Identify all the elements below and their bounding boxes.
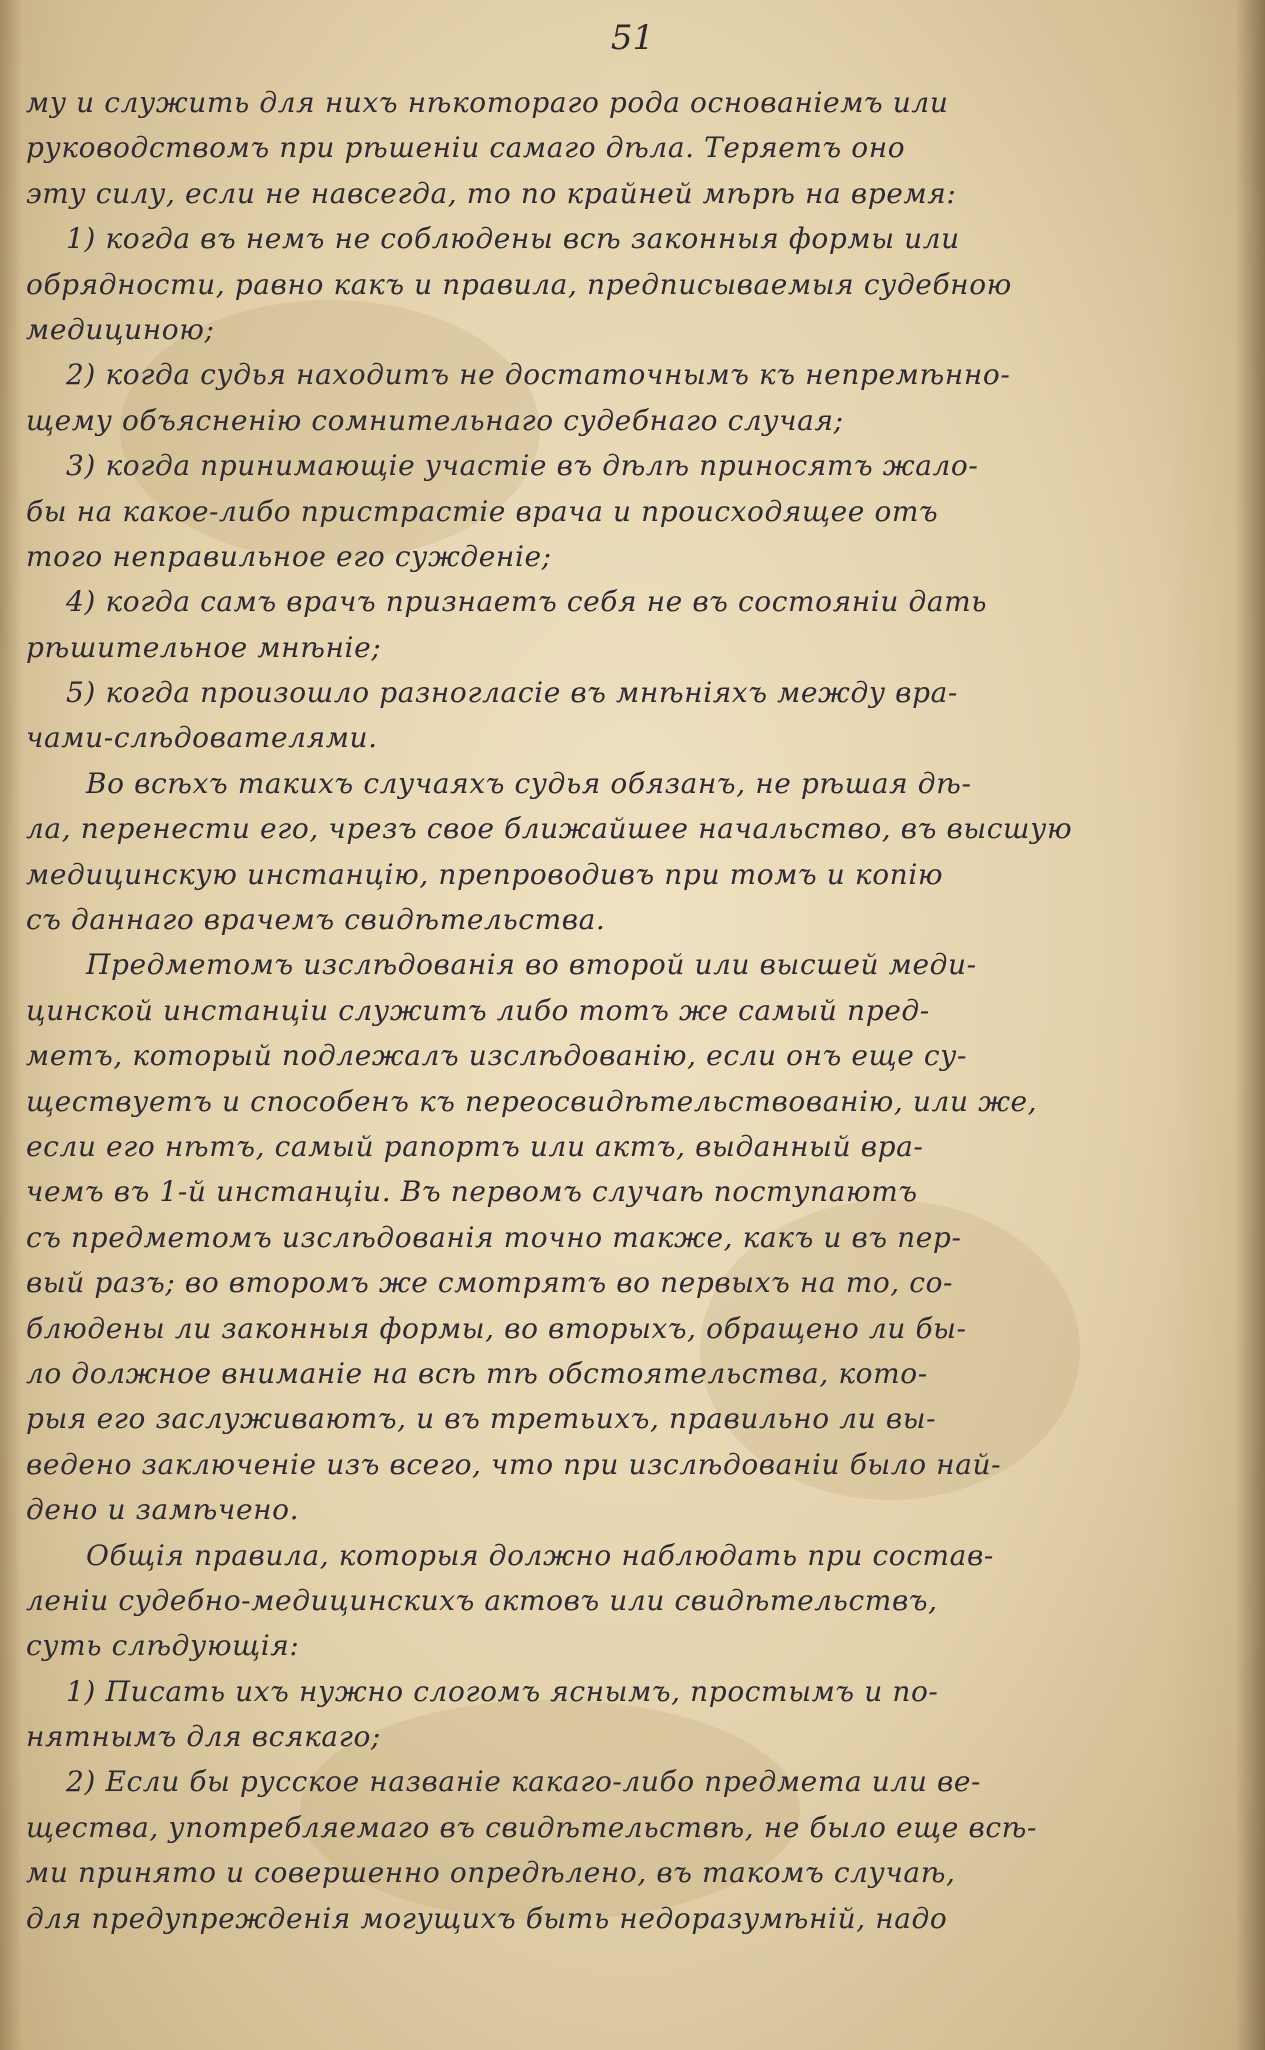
manuscript-line: Во всѣхъ такихъ случаяхъ судья обязанъ, не рѣшая дѣ- (86, 766, 972, 800)
manuscript-line: ми принято и совершенно опредѣлено, въ такомъ случаѣ, (26, 1856, 956, 1890)
manuscript-line: медицинскую инстанцію, препроводивъ при томъ и копію (26, 857, 944, 891)
manuscript-line: рыя его заслуживаютъ, и въ третьихъ, правильно ли вы- (26, 1402, 937, 1436)
manuscript-line: цинской инстанціи служитъ либо тотъ же самый пред- (26, 993, 930, 1027)
manuscript-line: руководствомъ при рѣшеніи самаго дѣла. Теряетъ оно (26, 131, 906, 165)
manuscript-line: леніи судебно-медицинскихъ актовъ или свидѣтельствъ, (26, 1583, 938, 1617)
manuscript-line: чами-слѣдователями. (26, 721, 378, 755)
manuscript-line: вый разъ; во второмъ же смотрятъ во первыхъ на то, со- (26, 1266, 954, 1300)
manuscript-line: эту силу, если не навсегда, то по крайней мѣрѣ на время: (26, 176, 957, 210)
manuscript-line: щества, употребляемаго въ свидѣтельствѣ, не было еще всѣ- (26, 1810, 1038, 1844)
manuscript-line: ведено заключеніе изъ всего, что при изслѣдованіи было най- (26, 1447, 1002, 1481)
manuscript-line: щему объясненію сомнительнаго судебнаго случая; (26, 403, 844, 437)
manuscript-line: 2) Если бы русское названіе какаго-либо предмета или ве- (66, 1765, 982, 1799)
manuscript-line: му и служить для нихъ нѣкотораго рода основаніемъ или (26, 86, 949, 119)
manuscript-text (26, 80, 1166, 1941)
manuscript-line: блюдены ли законныя формы, во вторыхъ, обращено ли бы- (26, 1311, 967, 1345)
manuscript-line: для предупрежденія могущихъ быть недоразумѣній, надо (26, 1901, 948, 1935)
manuscript-line: если его нѣтъ, самый рапортъ или актъ, выданный вра- (26, 1129, 924, 1163)
manuscript-line: 3) когда принимающіе участіе въ дѣлѣ приносятъ жало- (66, 449, 979, 483)
manuscript-line: ло должное вниманіе на всѣ тѣ обстоятельства, кото- (26, 1356, 928, 1390)
manuscript-line: дено и замѣчено. (26, 1493, 300, 1527)
manuscript-line: бы на какое-либо пристрастіе врача и происходящее отъ (26, 494, 939, 528)
manuscript-line: ществуетъ и способенъ къ переосвидѣтельствованію, или же, (26, 1084, 1038, 1118)
manuscript-line: рѣшительное мнѣніе; (26, 630, 382, 664)
manuscript-line: ла, перенести его, чрезъ свое ближайшее начальство, въ высшую (26, 812, 1073, 846)
manuscript-line: 1) когда въ немъ не соблюдены всѣ законныя формы или (66, 222, 960, 256)
manuscript-line: чемъ въ 1-й инстанціи. Въ первомъ случаѣ поступаютъ (26, 1175, 918, 1209)
manuscript-line: 5) когда произошло разногласіе въ мнѣніяхъ между вра- (66, 676, 958, 710)
manuscript-line: 4) когда самъ врачъ признаетъ себя не въ состояніи дать (66, 585, 988, 619)
manuscript-line: медициною; (26, 312, 215, 346)
manuscript-line: нятнымъ для всякаго; (26, 1720, 381, 1754)
manuscript-line: метъ, который подлежалъ изслѣдованію, если онъ еще су- (26, 1039, 968, 1073)
manuscript-line: Общія правила, которыя должно наблюдать при состав- (86, 1538, 994, 1572)
manuscript-line: суть слѣдующія: (26, 1629, 300, 1663)
manuscript-line: 1) Писать ихъ нужно слогомъ яснымъ, простымъ и по- (66, 1674, 939, 1708)
manuscript-line: съ предметомъ изслѣдованія точно также, какъ и въ пер- (26, 1220, 962, 1254)
manuscript-line: обрядности, равно какъ и правила, предписываемыя судебною (26, 267, 1012, 301)
manuscript-line: того неправильное его сужденіе; (26, 539, 552, 573)
manuscript-line: съ даннаго врачемъ свидѣтельства. (26, 903, 606, 937)
manuscript-line: Предметомъ изслѣдованія во второй или высшей меди- (86, 948, 977, 982)
page-number: 51 (610, 18, 655, 58)
manuscript-line: 2) когда судья находитъ не достаточнымъ къ непремѣнно- (66, 358, 1011, 392)
